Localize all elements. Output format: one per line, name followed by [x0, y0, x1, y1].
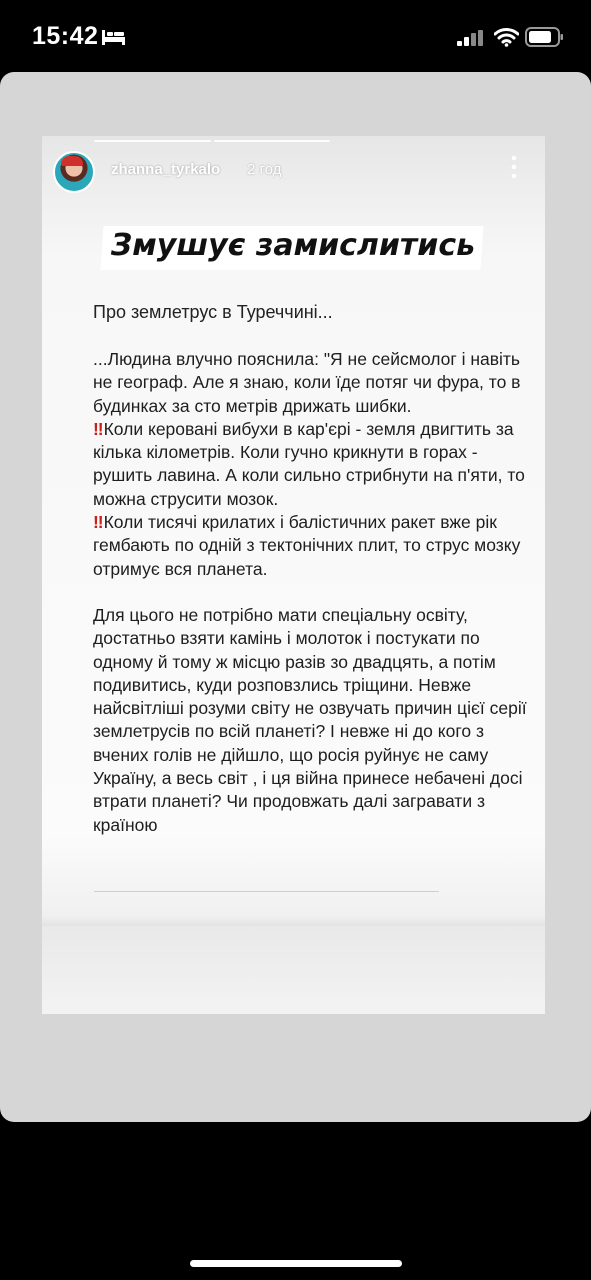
story-bullet	[93, 418, 533, 511]
double-exclamation-icon: ‼	[93, 418, 102, 439]
bullet-text: Коли керовані вибухи в кар'єрі - земля двигтить за кілька кілометрів. Коли гучно крикнути в горах - рушить лавина. А коли сильно стрибнути на п'яти, то можна струсити мозок.	[93, 418, 525, 509]
more-options-icon[interactable]	[508, 155, 520, 179]
story-image[interactable]	[42, 136, 545, 926]
story-progress-bar	[94, 140, 330, 142]
bullet-text: Коли тисячі крилатих і балістичних ракет вже рік гембають по одній з тектонічних плит, то струс мозку отримує вся планета.	[93, 512, 521, 579]
bed-icon	[101, 28, 126, 46]
signal-icon	[457, 30, 485, 46]
story-intro: Про землетрус в Туреччині...	[93, 302, 333, 322]
story-bottom-area	[42, 926, 545, 1014]
story-bullet	[93, 511, 533, 581]
text-cut-line	[94, 891, 439, 892]
progress-segment	[94, 140, 211, 142]
battery-icon	[525, 27, 564, 47]
status-bar	[0, 0, 591, 72]
status-time: 15:42	[32, 22, 99, 50]
story-headline: Змушує замислитись	[110, 228, 476, 263]
paragraph-gap	[93, 581, 533, 604]
story-time-ago: 2 год	[247, 161, 282, 178]
progress-segment	[214, 140, 331, 142]
double-exclamation-icon: ‼	[93, 512, 102, 533]
story-paragraph: Для цього не потрібно мати спеціальну освіту, достатньо взяти камінь і молоток і постукати по одному й тому ж місцю разів зо двадцять, а потім подивитись, куди розповзлись тріщини. Невже найсвітліші розуми світу не озвучать причин цієї серії землетрусів по всій планеті? І невже ні до кого з вчених голів не дійшло, що росія руйнує не саму Україну, а весь світ , і ця війна принесе небачені досі втрати планеті? Чи продовжать далі загравати з країною	[93, 604, 527, 835]
wifi-icon	[494, 27, 519, 47]
story-body	[93, 348, 533, 837]
story-paragraph: ...Людина влучно пояснила: "Я не сейсмолог і навіть не географ. Але я знаю, коли їде потяг чи фура, то в будинках за сто метрів дрижать шибки.	[93, 349, 521, 416]
home-indicator[interactable]	[190, 1260, 402, 1267]
story-username[interactable]: zhanna_tyrkalo	[111, 161, 221, 178]
avatar[interactable]	[53, 151, 95, 193]
